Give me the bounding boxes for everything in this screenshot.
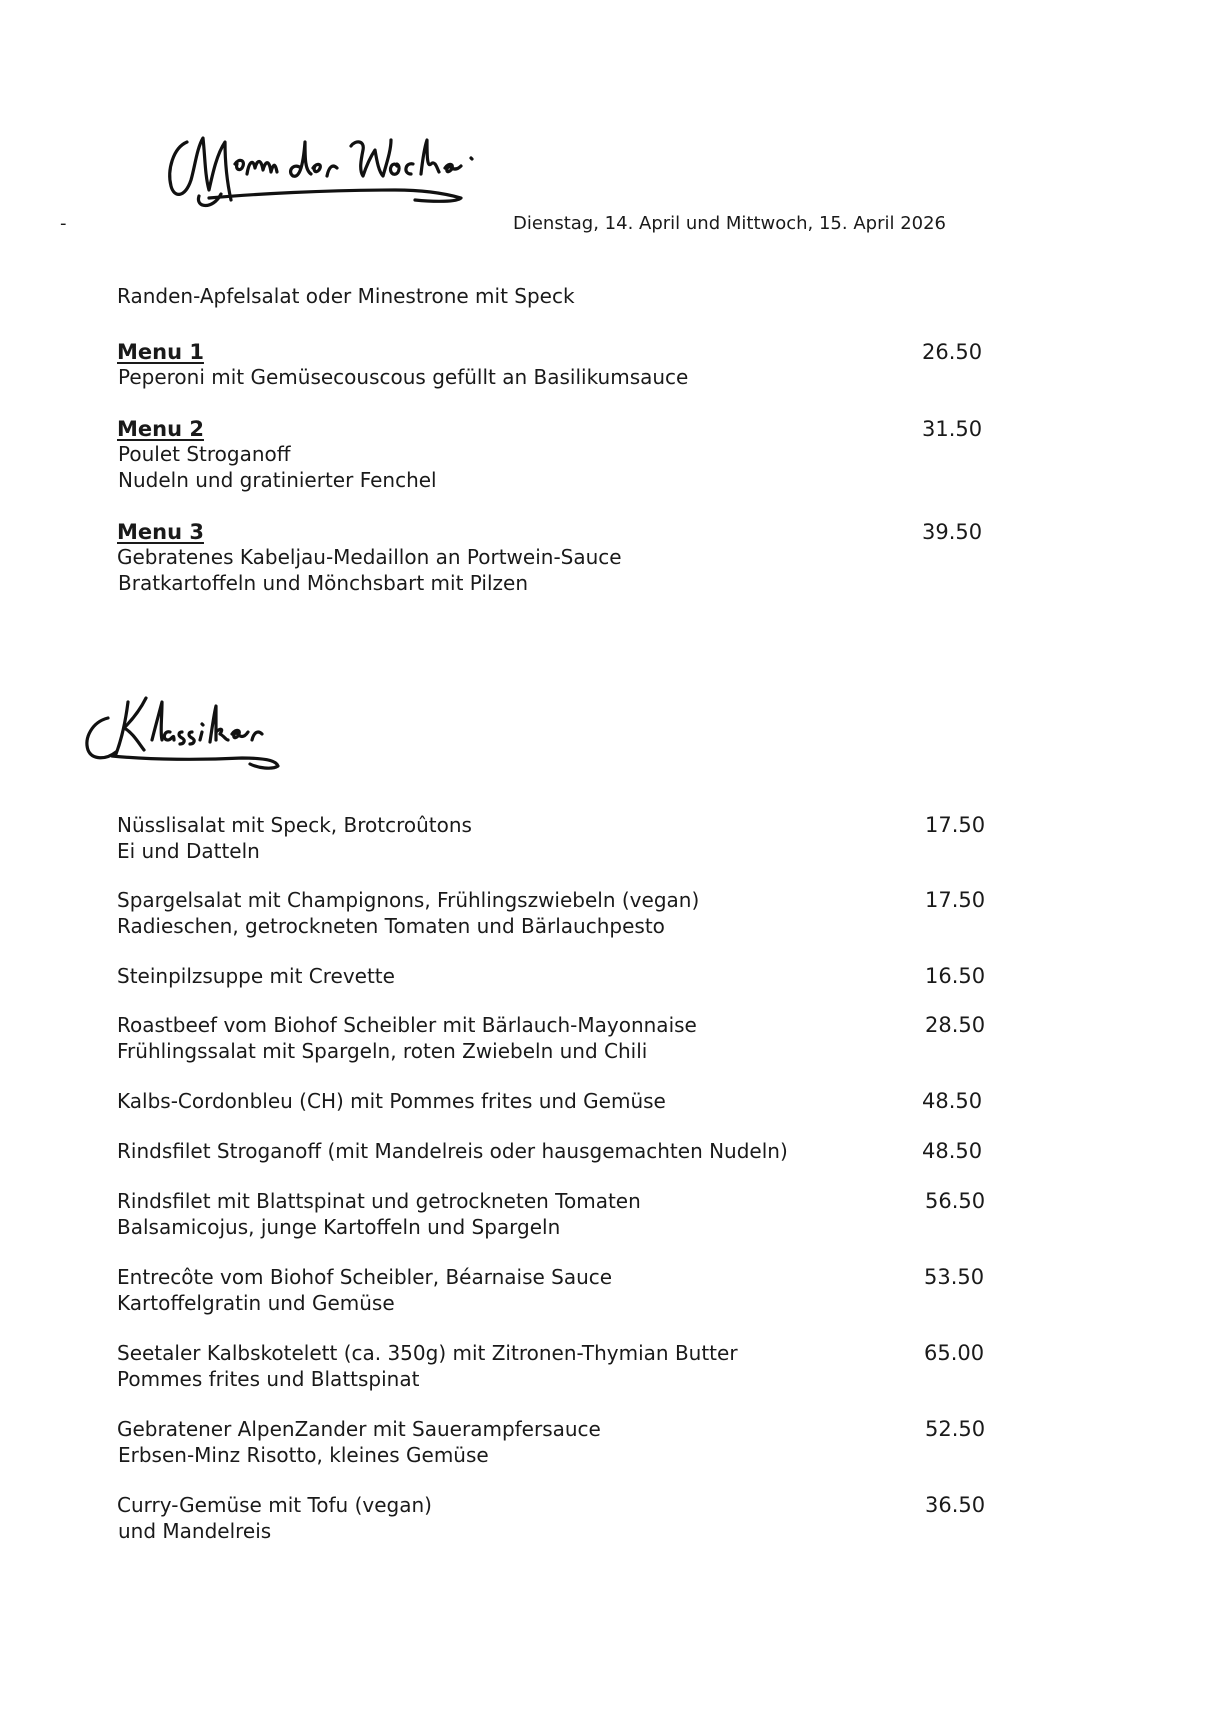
classic-10-line-1: Gebratener AlpenZander mit Sauerampfersauce [117, 1417, 601, 1441]
classic-1-price: 17.50 [925, 813, 986, 837]
classic-3-line-1: Steinpilzsuppe mit Crevette [117, 964, 395, 988]
classic-2-line-2: Radieschen, getrockneten Tomaten und Bärlauchpesto [117, 914, 665, 938]
classic-11-line-2: und Mandelreis [118, 1519, 272, 1543]
klassiker-logo [82, 688, 287, 770]
classic-8-line-2: Kartoffelgratin und Gemüse [117, 1291, 395, 1315]
menu-1-title: Menu 1 [117, 340, 204, 364]
classic-6-line-1: Rindsfilet Stroganoff (mit Mandelreis oder hausgemachten Nudeln) [117, 1139, 788, 1163]
starter-text: Randen-Apfelsalat oder Minestrone mit Speck [117, 284, 575, 308]
classic-11-price: 36.50 [925, 1493, 986, 1517]
classic-10-price: 52.50 [925, 1417, 986, 1441]
classic-5-price: 48.50 [922, 1089, 983, 1113]
classic-3-price: 16.50 [925, 964, 986, 988]
classic-4-line-1: Roastbeef vom Biohof Scheibler mit Bärlauch-Mayonnaise [117, 1013, 697, 1037]
menu-date: Dienstag, 14. April und Mittwoch, 15. April 2026 [513, 213, 947, 234]
menu-2-title: Menu 2 [117, 417, 204, 441]
classic-1-line-2: Ei und Datteln [117, 839, 260, 863]
classic-10-line-2: Erbsen-Minz Risotto, kleines Gemüse [118, 1443, 489, 1467]
menu-3-price: 39.50 [922, 520, 983, 544]
menu-der-woche-logo [165, 120, 475, 215]
menu-2-price: 31.50 [922, 417, 983, 441]
classic-2-line-1: Spargelsalat mit Champignons, Frühlingszwiebeln (vegan) [117, 888, 700, 912]
classic-5-line-1: Kalbs-Cordonbleu (CH) mit Pommes frites und Gemüse [117, 1089, 666, 1113]
classic-7-price: 56.50 [925, 1189, 986, 1213]
classic-4-line-2: Frühlingssalat mit Spargeln, roten Zwiebeln und Chili [117, 1039, 648, 1063]
menu-3-line-1: Gebratenes Kabeljau-Medaillon an Portwein-Sauce [117, 545, 622, 569]
classic-2-price: 17.50 [925, 888, 986, 912]
menu-3-title: Menu 3 [117, 520, 204, 544]
menu-1-line-1: Peperoni mit Gemüsecouscous gefüllt an Basilikumsauce [118, 365, 689, 389]
classic-9-line-1: Seetaler Kalbskotelett (ca. 350g) mit Zitronen-Thymian Butter [117, 1341, 738, 1365]
classic-1-line-1: Nüsslisalat mit Speck, Brotcroûtons [117, 813, 472, 837]
classic-9-line-2: Pommes frites und Blattspinat [117, 1367, 420, 1391]
classic-7-line-1: Rindsfilet mit Blattspinat und getrockneten Tomaten [117, 1189, 641, 1213]
classic-6-price: 48.50 [922, 1139, 983, 1163]
classic-9-price: 65.00 [924, 1341, 985, 1365]
menu-1-price: 26.50 [922, 340, 983, 364]
classic-4-price: 28.50 [925, 1013, 986, 1037]
classic-11-line-1: Curry-Gemüse mit Tofu (vegan) [117, 1493, 432, 1517]
menu-2-line-2: Nudeln und gratinierter Fenchel [118, 468, 437, 492]
header-dash: - [60, 213, 67, 234]
classic-8-line-1: Entrecôte vom Biohof Scheibler, Béarnaise Sauce [117, 1265, 613, 1289]
menu-2-line-1: Poulet Stroganoff [118, 442, 291, 466]
classic-8-price: 53.50 [924, 1265, 985, 1289]
classic-7-line-2: Balsamicojus, junge Kartoffeln und Spargeln [117, 1215, 561, 1239]
menu-3-line-2: Bratkartoffeln und Mönchsbart mit Pilzen [118, 571, 528, 595]
